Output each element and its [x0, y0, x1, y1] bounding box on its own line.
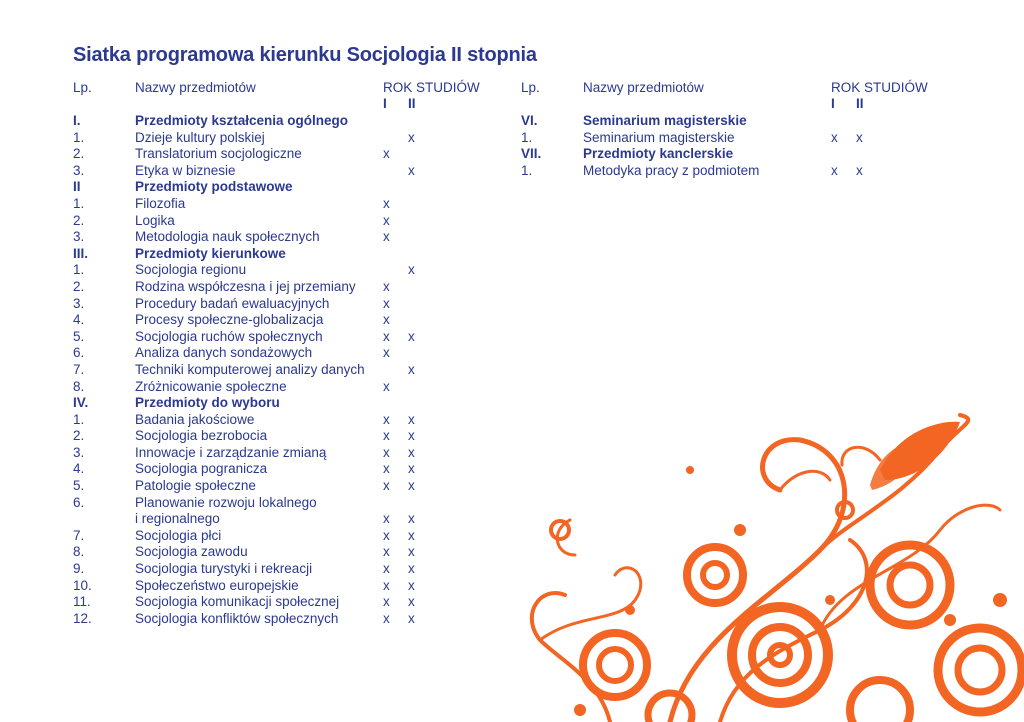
row-lp: III.	[73, 245, 89, 261]
row-lp: 1.	[73, 195, 85, 211]
subject-row	[73, 312, 493, 329]
header-year-2: II	[408, 96, 416, 111]
row-lp: VI.	[521, 113, 538, 128]
row-year-2-mark: x	[856, 129, 863, 145]
row-lp: I.	[73, 113, 81, 128]
row-year-1-mark: x	[383, 212, 390, 228]
row-year-2-mark: x	[408, 527, 415, 543]
row-subject-name: Dzieje kultury polskiej	[135, 129, 265, 145]
row-subject-name: Metodyka pracy z podmiotem	[583, 162, 760, 178]
subject-row	[73, 279, 493, 296]
subject-row	[73, 412, 493, 429]
row-year-1-mark: x	[383, 378, 390, 394]
row-year-1-mark: x	[383, 278, 390, 294]
row-lp: 3.	[73, 295, 85, 311]
page-title: Siatka programowa kierunku Socjologia II stopnia	[73, 44, 537, 66]
row-subject-name: Socjologia komunikacji społecznej	[135, 594, 340, 610]
row-subject-name: Socjologia regionu	[135, 262, 247, 278]
row-subject-name: Logika	[135, 212, 175, 228]
subject-row	[73, 544, 493, 561]
row-subject-name: Socjologia zawodu	[135, 544, 248, 560]
subject-row	[73, 511, 493, 528]
row-lp: 5.	[73, 478, 85, 494]
row-subject-name: Etyka w biznesie	[135, 162, 236, 178]
table-header	[73, 80, 493, 113]
row-year-1-mark: x	[383, 444, 390, 460]
subject-row	[73, 528, 493, 545]
row-year-2-mark: x	[408, 162, 415, 178]
row-subject-name: Innowacje i zarządzanie zmianą	[135, 444, 327, 460]
row-year-1-mark: x	[383, 478, 390, 494]
row-lp: 1.	[521, 129, 533, 145]
row-lp: 2.	[73, 146, 85, 162]
row-year-1-mark: x	[383, 411, 390, 427]
row-year-2-mark: x	[408, 428, 415, 444]
row-lp: 3.	[73, 162, 85, 178]
row-lp: 7.	[73, 361, 85, 377]
row-year-2-mark: x	[408, 561, 415, 577]
row-year-2-mark: x	[408, 594, 415, 610]
subject-row	[73, 229, 493, 246]
row-subject-name: Przedmioty kształcenia ogólnego	[135, 113, 349, 128]
subject-row	[73, 296, 493, 313]
row-subject-name: Socjologia płci	[135, 527, 222, 543]
row-year-1-mark: x	[383, 610, 390, 626]
subject-row	[73, 146, 493, 163]
row-subject-name: Socjologia ruchów społecznych	[135, 328, 323, 344]
subject-row	[73, 478, 493, 495]
row-subject-name: Planowanie rozwoju lokalnego	[135, 494, 317, 510]
subject-row	[73, 213, 493, 230]
table-body	[73, 113, 493, 627]
row-lp: 7.	[73, 527, 85, 543]
row-lp: 11.	[73, 594, 91, 610]
subject-row	[73, 130, 493, 147]
header-rok-studiow: ROK STUDIÓW	[831, 80, 928, 95]
subject-row	[73, 196, 493, 213]
subject-row	[73, 329, 493, 346]
row-year-2-mark: x	[408, 129, 415, 145]
subject-row	[73, 345, 493, 362]
row-year-2-mark: x	[408, 577, 415, 593]
row-lp: 2.	[73, 212, 85, 228]
row-lp: IV.	[73, 395, 89, 411]
row-lp: 8.	[73, 378, 85, 394]
subject-row	[73, 362, 493, 379]
row-year-2-mark: x	[408, 511, 415, 527]
row-year-1-mark: x	[831, 129, 838, 145]
subject-row	[73, 379, 493, 396]
row-year-1-mark: x	[383, 544, 390, 560]
row-lp: 2.	[73, 278, 85, 294]
header-year-1: I	[831, 96, 835, 111]
section-row	[521, 113, 941, 130]
row-lp: 8.	[73, 544, 85, 560]
curriculum-table-right	[521, 80, 941, 179]
section-row	[73, 179, 493, 196]
subject-row	[521, 163, 941, 180]
row-year-2-mark: x	[408, 262, 415, 278]
subject-row	[73, 594, 493, 611]
row-year-1-mark: x	[383, 561, 390, 577]
floral-swirl-decoration	[520, 410, 1024, 722]
table-body	[521, 113, 941, 179]
row-year-1-mark: x	[383, 195, 390, 211]
header-year-2: II	[856, 96, 864, 111]
row-subject-name: Patologie społeczne	[135, 478, 256, 494]
row-year-1-mark: x	[383, 527, 390, 543]
header-name: Nazwy przedmiotów	[583, 80, 704, 95]
header-rok-studiow: ROK STUDIÓW	[383, 80, 480, 95]
row-subject-name: Seminarium magisterskie	[583, 113, 747, 128]
row-subject-name: Procedury badań ewaluacyjnych	[135, 295, 330, 311]
curriculum-table-left	[73, 80, 493, 627]
header-lp: Lp.	[521, 80, 540, 95]
row-year-1-mark: x	[383, 594, 390, 610]
subject-row	[73, 611, 493, 628]
row-subject-name: Procesy społeczne-globalizacja	[135, 312, 324, 328]
row-subject-name: Przedmioty podstawowe	[135, 179, 293, 195]
row-lp: 10.	[73, 577, 92, 593]
section-row	[73, 113, 493, 130]
row-lp: 1.	[73, 411, 85, 427]
row-year-1-mark: x	[383, 312, 390, 328]
row-lp: 6.	[73, 494, 85, 510]
header-year-1: I	[383, 96, 387, 111]
row-subject-name: Społeczeństwo europejskie	[135, 577, 299, 593]
subject-row	[73, 578, 493, 595]
row-lp: 3.	[73, 444, 85, 460]
row-year-1-mark: x	[383, 428, 390, 444]
row-subject-name: Filozofia	[135, 195, 186, 211]
row-year-1-mark: x	[383, 577, 390, 593]
row-subject-name: Metodologia nauk społecznych	[135, 229, 320, 245]
row-lp: 3.	[73, 229, 85, 245]
subject-row	[73, 461, 493, 478]
row-lp: 1.	[521, 162, 533, 178]
row-year-1-mark: x	[383, 229, 390, 245]
row-lp: 4.	[73, 312, 85, 328]
row-year-2-mark: x	[856, 162, 863, 178]
row-year-2-mark: x	[408, 328, 415, 344]
row-lp: 6.	[73, 345, 85, 361]
row-year-2-mark: x	[408, 610, 415, 626]
subject-row	[521, 130, 941, 147]
row-lp: VII.	[521, 146, 542, 162]
row-subject-name: i regionalnego	[135, 511, 220, 527]
row-lp: 9.	[73, 561, 85, 577]
row-year-1-mark: x	[383, 511, 390, 527]
row-subject-name: Analiza danych sondażowych	[135, 345, 313, 361]
row-lp: 4.	[73, 461, 85, 477]
row-subject-name: Socjologia pogranicza	[135, 461, 268, 477]
row-subject-name: Badania jakościowe	[135, 411, 255, 427]
row-subject-name: Translatorium socjologiczne	[135, 146, 302, 162]
row-subject-name: Przedmioty kanclerskie	[583, 146, 734, 162]
row-year-1-mark: x	[383, 146, 390, 162]
row-year-2-mark: x	[408, 544, 415, 560]
row-lp: 5.	[73, 328, 85, 344]
row-year-2-mark: x	[408, 444, 415, 460]
row-year-2-mark: x	[408, 411, 415, 427]
row-subject-name: Socjologia konfliktów społecznych	[135, 610, 339, 626]
row-lp: 12.	[73, 610, 92, 626]
row-year-1-mark: x	[383, 328, 390, 344]
row-subject-name: Zróżnicowanie społeczne	[135, 378, 287, 394]
row-year-1-mark: x	[383, 295, 390, 311]
header-name: Nazwy przedmiotów	[135, 80, 256, 95]
section-row	[73, 246, 493, 263]
row-subject-name: Techniki komputerowej analizy danych	[135, 361, 365, 377]
section-row	[73, 395, 493, 412]
subject-row	[73, 163, 493, 180]
subject-row	[73, 262, 493, 279]
row-lp: 2.	[73, 428, 85, 444]
row-year-1-mark: x	[383, 461, 390, 477]
header-lp: Lp.	[73, 80, 92, 95]
row-subject-name: Socjologia turystyki i rekreacji	[135, 561, 313, 577]
row-year-1-mark: x	[383, 345, 390, 361]
row-year-2-mark: x	[408, 361, 415, 377]
row-subject-name: Przedmioty do wyboru	[135, 395, 280, 411]
row-year-1-mark: x	[831, 162, 838, 178]
subject-row	[73, 445, 493, 462]
row-subject-name: Przedmioty kierunkowe	[135, 245, 286, 261]
subject-row	[73, 428, 493, 445]
subject-row	[73, 561, 493, 578]
row-subject-name: Socjologia bezrobocia	[135, 428, 268, 444]
subject-row	[73, 495, 493, 512]
row-lp: 1.	[73, 129, 85, 145]
row-lp: 1.	[73, 262, 85, 278]
row-lp: II	[73, 179, 81, 195]
row-year-2-mark: x	[408, 461, 415, 477]
table-header	[521, 80, 941, 113]
row-subject-name: Seminarium magisterskie	[583, 129, 735, 145]
section-row	[521, 146, 941, 163]
row-year-2-mark: x	[408, 478, 415, 494]
row-subject-name: Rodzina współczesna i jej przemiany	[135, 278, 356, 294]
